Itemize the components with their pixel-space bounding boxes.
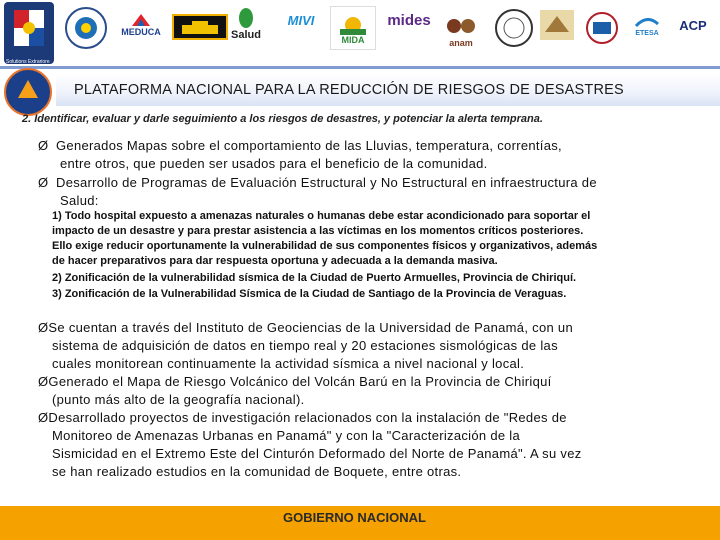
numbered-line-6: 3) Zonificación de la Vulnerabilidad Sísmica de la Ciudad de Santiago de la Provincia de Veraguas. <box>52 288 567 300</box>
building-icon <box>178 19 222 35</box>
seal-icon <box>64 6 108 50</box>
building-logo <box>172 14 228 40</box>
generados-seal-logo <box>64 6 108 50</box>
meduca-logo: MEDUCA <box>116 8 166 42</box>
numbered-line-1: 1) Todo hospital expuesto a amenazas naturales o humanas debe estar acondicionado para soportar el <box>52 210 591 222</box>
bullet-item-4-cont: (punto más alto de la geografía nacional). <box>52 392 305 407</box>
arrow-bullet-icon: Ø <box>38 374 49 389</box>
bullet-item-2: Ø Desarrollo de Programas de Evaluación Estructural y No Estructural en infraestructura de <box>38 175 597 190</box>
footer-bar <box>0 506 720 540</box>
arrow-bullet-icon: Ø <box>38 138 49 153</box>
bullet-item-3-cont-2: cuales monitorean continuamente la actividad sísmica a nivel nacional y local. <box>52 356 525 371</box>
sun-icon <box>338 11 368 35</box>
bullet-item-1: Ø Generados Mapas sobre el comportamiento de las Lluvias, temperatura, correntías, <box>38 138 562 153</box>
anam-logo: anam <box>440 8 482 54</box>
bullet-item-3-cont-1: sistema de adquisición de datos en tiempo real y 20 estaciones sismológicas de las <box>52 338 558 353</box>
salud-logo: Salud <box>224 4 268 44</box>
bullet-item-1-cont: entre otros, que pueden ser usados para el beneficio de la comunidad. <box>60 156 488 171</box>
etesa-logo: ETESA <box>626 8 668 42</box>
university-seal-icon <box>494 5 534 51</box>
shield-icon <box>4 2 54 58</box>
numbered-line-2: impacto de un desastre y para prestar asistencia a las víctimas en los momentos críticos posteriores. <box>52 225 584 237</box>
numbered-line-4: de hacer preparativos para dar respuesta oportuna y adecuada a la demanda masiva. <box>52 255 498 267</box>
mida-logo: MIDA <box>330 6 376 50</box>
title-banner <box>56 74 720 106</box>
mivi-logo: MIVI <box>287 12 315 28</box>
crest-caption: Solutions Extrariore <box>6 59 50 65</box>
footer-label: GOBIERNO NACIONAL <box>283 510 426 525</box>
numbered-line-5: 2) Zonificación de la vulnerabilidad sísmica de la Ciudad de Puerto Armuelles, Provincia de Chiriquí. <box>52 272 577 284</box>
leaf-icon <box>234 7 258 29</box>
section-subtitle: 2. Identificar, evaluar y darle seguimiento a los riesgos de desastres, y potenciar la alerta temprana. <box>22 113 543 125</box>
meduca-mark-icon <box>130 13 152 27</box>
ministry-mark-logo <box>584 10 620 46</box>
tree-icon <box>444 14 478 38</box>
acp-logo: ACP <box>679 17 707 33</box>
numbered-line-3: Ello exige reducir oportunamente la vulnerabilidad de sus componentes físicos y organizativos, además <box>52 240 598 252</box>
bullet-item-5-cont-1: Monitoreo de Amenazas Urbanas en Panamá" y con la "Caracterización de la <box>52 428 521 443</box>
swoosh-icon <box>634 14 660 30</box>
bullet-item-3: ØSe cuentan a través del Instituto de Geociencias de la Universidad de Panamá, con un <box>38 320 573 335</box>
arrow-bullet-icon: Ø <box>38 175 49 190</box>
ign-logo <box>540 10 574 40</box>
triangle-icon <box>18 80 38 98</box>
header-divider <box>0 66 720 69</box>
mides-logo: mides <box>387 11 431 29</box>
bullet-item-5-cont-2: Sismicidad en el Extremo Este del Cinturón Deformado del Norte de Panamá". A su vez <box>52 446 582 461</box>
page-title: PLATAFORMA NACIONAL PARA LA REDUCCIÓN DE RIESGOS DE DESASTRES <box>74 82 624 98</box>
emblem-icon <box>584 10 620 46</box>
arrow-bullet-icon: Ø <box>38 320 49 335</box>
bullet-item-5-cont-3: se han realizado estudios en la comunidad de Boquete, entre otras. <box>52 464 462 479</box>
bullet-item-2-cont: Salud: <box>60 193 99 208</box>
arrow-bullet-icon: Ø <box>38 410 49 425</box>
panama-coat-of-arms-logo <box>4 2 54 64</box>
map-icon <box>542 12 572 38</box>
round-seal-logo <box>494 4 534 52</box>
bullet-item-4: ØGenerado el Mapa de Riesgo Volcánico del Volcán Barú en la Provincia de Chiriquí <box>38 374 552 389</box>
civil-protection-logo <box>4 68 52 116</box>
bullet-item-5: ØDesarrollado proyectos de investigación relacionados con la instalación de "Redes de <box>38 410 567 425</box>
logo-strip <box>0 0 720 68</box>
